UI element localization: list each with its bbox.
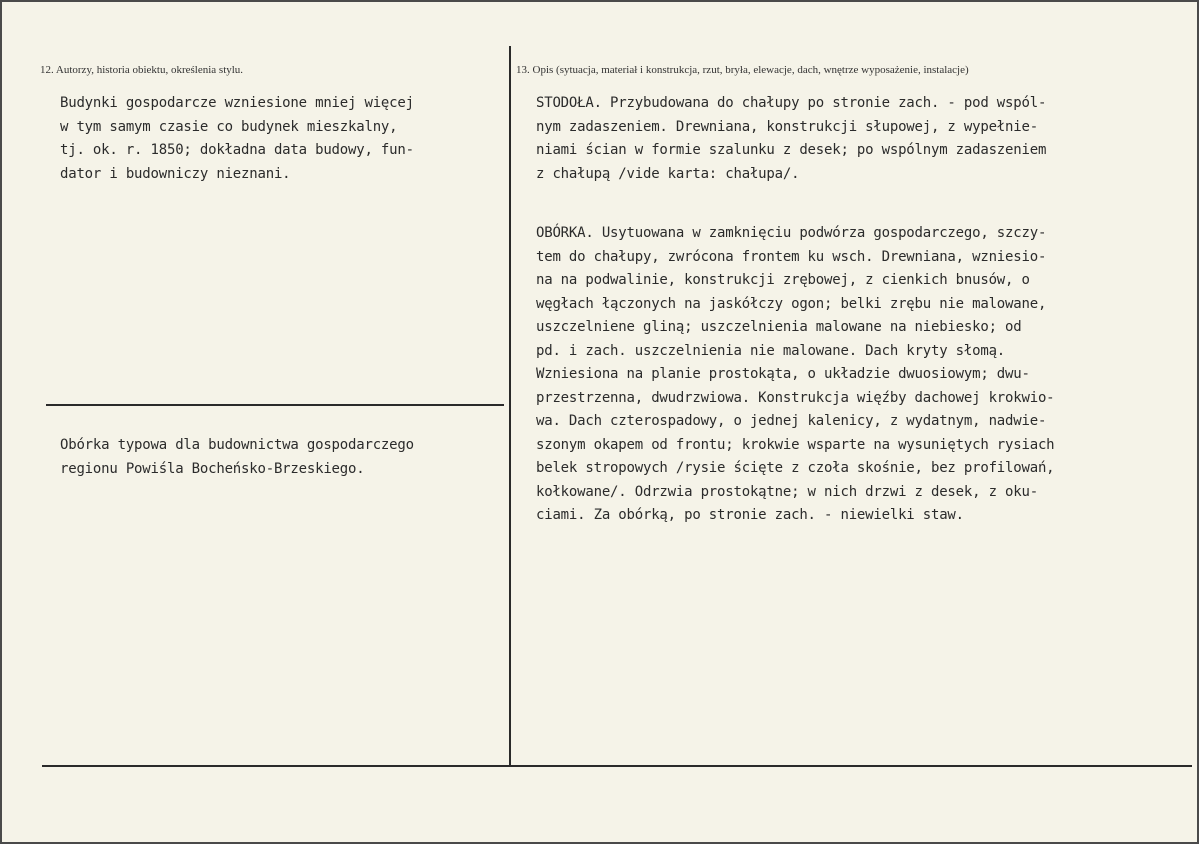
text-line: belek stropowych /rysie ścięte z czoła skośnie, bez profilowań, [536,460,1055,476]
text-line: z chałupą /vide karta: chałupa/. [536,165,800,182]
oborka-description [536,222,1054,528]
text-line: tem do chałupy, zwrócona frontem ku wsch. Drewniana, wzniesio- [536,248,1047,265]
text-line: ciami. Za obórką, po stronie zach. - niewielki staw. [536,507,964,523]
text-line: regionu Powiśla Bocheńsko-Brzeskiego. [60,460,365,477]
text-line: tj. ok. r. 1850; dokładna data budowy, fun- [60,142,414,158]
column-divider [509,46,511,766]
text-line: wa. Dach czterospadowy, o jednej kalenicy, z wydatnym, nadwie- [536,413,1047,429]
text-line: dator i budowniczy nieznani. [60,165,291,182]
section-12-header: 12. Autorzy, historia obiektu, określenia stylu. [40,64,244,76]
text-line: węgłach łączonych na jaskółczy ogon; belki zrębu nie malowane, [536,295,1047,312]
bottom-rule [42,765,1192,767]
text-line: kołkowane/. Odrzwia prostokątne; w nich drzwi z desek, z oku- [536,483,1038,500]
text-line: STODOŁA. Przybudowana do chałupy po stronie zach. - pod wspól- [536,95,1047,111]
text-line: Obórka typowa dla budownictwa gospodarczego [60,437,414,453]
text-line: niami ścian w formie szalunku z desek; po wspólnym zadaszeniem [536,142,1047,158]
text-line: Budynki gospodarcze wzniesione mniej więcej [60,95,414,111]
history-text [60,92,414,186]
text-line: na na podwalinie, konstrukcji zrębowej, z cienkich bnusów, o [536,272,1030,288]
text-line: uszczelniene gliną; uszczelnienia malowane na niebiesko; od [536,319,1022,335]
text-line: nym zadaszeniem. Drewniana, konstrukcji słupowej, z wypełnie- [536,118,1038,135]
style-note-text [60,434,414,481]
text-line: pd. i zach. uszczelnienia nie malowane. Dach kryty słomą. [536,342,1006,359]
stodola-description [536,92,1046,186]
text-line: szonym okapem od frontu; krokwie wsparte na wysuniętych rysiach [536,436,1055,453]
text-line: przestrzenna, dwudrzwiowa. Konstrukcja więźby dachowej krokwio- [536,389,1055,406]
text-line: Wzniesiona na planie prostokąta, o układzie dwuosiowym; dwu- [536,366,1030,382]
section-13-header: 13. Opis (sytuacja, materiał i konstrukcja, rzut, bryła, elewacje, dach, wnętrze wyposażenie, instalacje) [516,64,969,76]
text-line: OBÓRKA. Usytuowana w zamknięciu podwórza gospodarczego, szczy- [536,225,1047,241]
text-line: w tym samym czasie co budynek mieszkalny, [60,118,398,135]
left-section-divider [46,404,504,406]
